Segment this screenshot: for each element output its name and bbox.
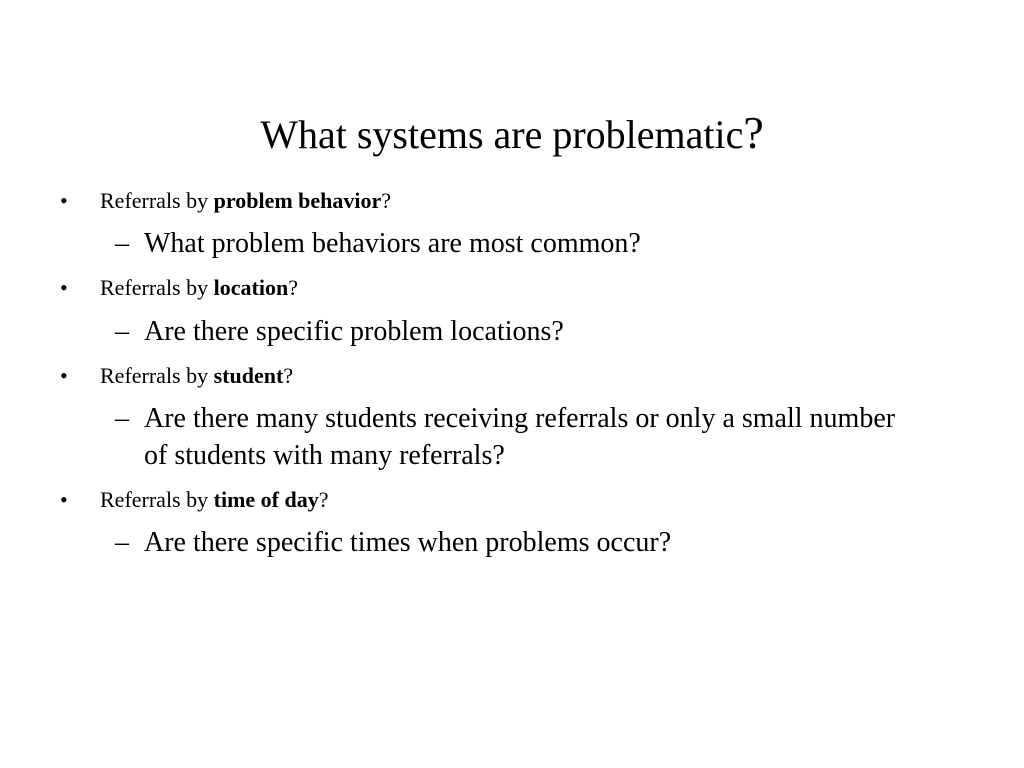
bullet-item [58,188,958,214]
bullet-prefix: Referrals by [100,486,214,512]
slide-title-question-mark: ? [743,107,764,158]
sub-bullet-text: Are there many students receiving referrals or only a small number of students with many referrals? [144,403,896,472]
dash-symbol: – [115,527,129,559]
slide-title [0,108,1024,159]
bullet-suffix: ? [288,275,298,301]
bullet-prefix: Referrals by [100,362,214,388]
bullet-list [58,188,958,574]
bullet-item [58,487,958,513]
sub-bullet-item [115,401,904,475]
bullet-prefix: Referrals by [100,188,214,213]
bullet-symbol: • [60,188,68,213]
bullet-prefix: Referrals by [100,275,214,301]
bullet-suffix: ? [283,362,294,388]
dash-symbol: – [115,315,129,347]
sub-bullet-item [115,314,904,351]
bullet-suffix: ? [381,188,392,213]
dash-symbol: – [115,228,129,260]
bullet-symbol: • [60,486,68,512]
dash-symbol: – [115,403,129,435]
bullet-suffix: ? [318,486,329,512]
bullet-item [58,363,958,389]
sub-bullet-text: Are there specific problem locations? [144,315,564,347]
bullet-keyword: student [213,362,284,388]
bullet-keyword: problem behavior [213,188,382,213]
sub-bullet-item [115,226,904,263]
sub-bullet-item [115,525,904,562]
bullet-symbol: • [60,275,68,301]
sub-bullet-text: Are there specific times when problems occur? [144,527,672,559]
bullet-item [58,275,958,301]
bullet-keyword: location [213,275,289,301]
bullet-symbol: • [60,362,68,388]
slide-title-text: What systems are problematic [260,112,744,157]
sub-bullet-text: What problem behaviors are most common? [144,228,641,260]
bullet-keyword: time of day [213,486,319,512]
